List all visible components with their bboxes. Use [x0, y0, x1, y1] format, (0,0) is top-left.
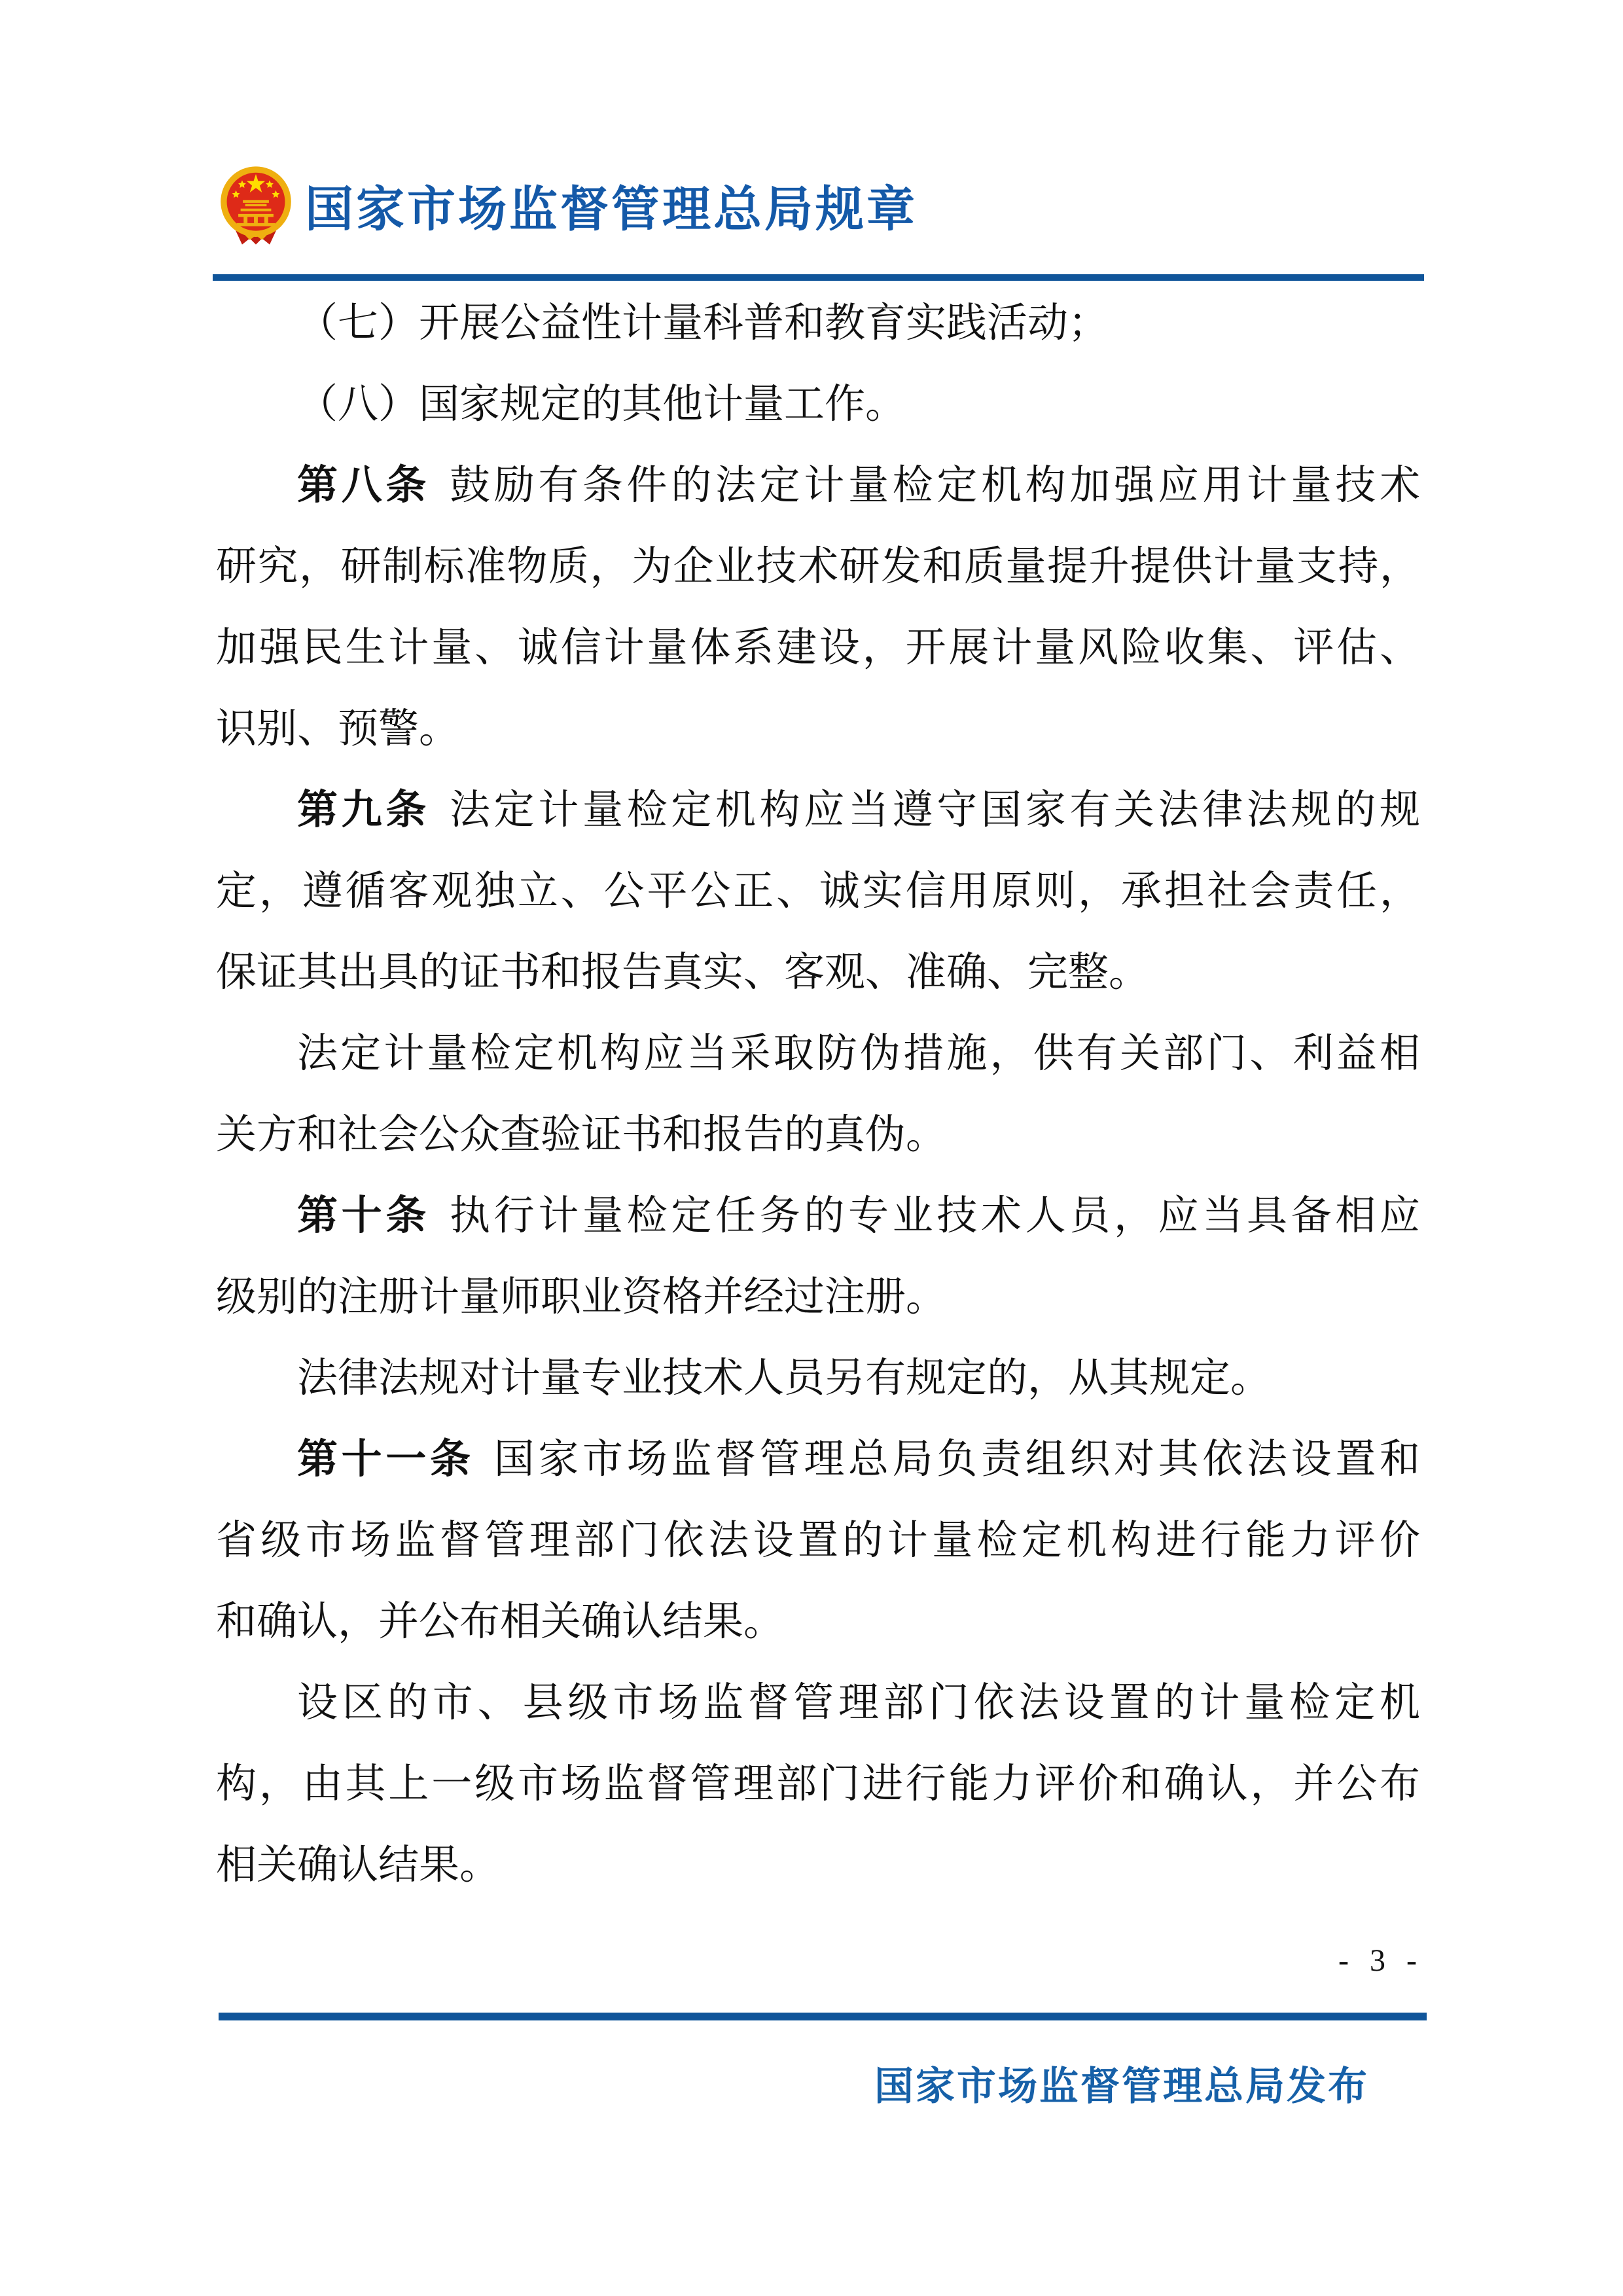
text-line: 定，遵循客观独立、公平公正、诚实信用原则，承担社会责任， [216, 869, 1420, 914]
header-divider [213, 274, 1424, 281]
text-line: 法定计量检定机构应当采取防伪措施，供有关部门、利益相 [297, 1031, 1420, 1076]
text-line: 保证其出具的证书和报告真实、客观、准确、完整。 [216, 950, 1150, 995]
text-line: 构，由其上一级市场监督管理部门进行能力评价和确认，并公布 [216, 1762, 1420, 1806]
text-line: 识别、预警。 [216, 707, 460, 751]
article-number: 第八条 [297, 463, 430, 508]
text-line: 设区的市、县级市场监督管理部门依法设置的计量检定机 [297, 1681, 1420, 1725]
page-title: 国家市场监督管理总局规章 [305, 182, 918, 236]
footer-divider [219, 2013, 1427, 2020]
text-line: （八）国家规定的其他计量工作。 [297, 382, 906, 427]
article-number: 第九条 [297, 787, 430, 833]
china-national-emblem-icon [217, 165, 294, 246]
text-line: 研究，研制标准物质，为企业技术研发和质量提升提供计量支持， [216, 545, 1420, 589]
text-line: 第八条 鼓励有条件的法定计量检定机构加强应用计量技术 [297, 463, 1420, 508]
text-line: 加强民生计量、诚信计量体系建设，开展计量风险收集、评估、 [216, 626, 1420, 670]
text-line: 第九条 法定计量检定机构应当遵守国家有关法律法规的规 [297, 787, 1420, 833]
text-line: （七）开展公益性计量科普和教育实践活动； [297, 301, 1109, 346]
text-line: 法律法规对计量专业技术人员另有规定的，从其规定。 [297, 1356, 1272, 1401]
text-line: 关方和社会公众查验证书和报告的真伪。 [216, 1113, 947, 1157]
text-line: 相关确认结果。 [216, 1843, 501, 1888]
article-number: 第十条 [297, 1193, 430, 1238]
text-line: 第十一条 国家市场监督管理总局负责组织对其依法设置和 [297, 1437, 1420, 1482]
publisher-label: 国家市场监督管理总局发布 [874, 2065, 1369, 2108]
text-line: 级别的注册计量师职业资格并经过注册。 [216, 1275, 947, 1319]
text-line: 省级市场监督管理部门依法设置的计量检定机构进行能力评价 [216, 1518, 1420, 1563]
body-lines [216, 283, 1420, 1906]
article-number: 第十一条 [297, 1437, 474, 1482]
text-line: 和确认，并公布相关确认结果。 [216, 1600, 785, 1644]
text-line: 第十条 执行计量检定任务的专业技术人员，应当具备相应 [297, 1193, 1420, 1238]
page-number: - 3 - [1338, 1943, 1423, 1978]
page-header [217, 165, 918, 246]
